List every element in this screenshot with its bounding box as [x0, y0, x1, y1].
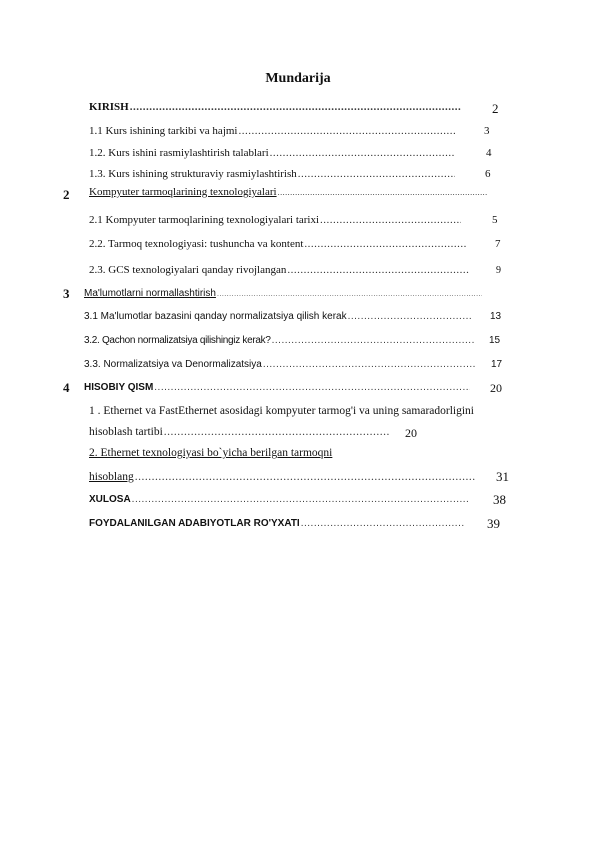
toc-page-number: 9 — [496, 265, 501, 276]
toc-entry-section-2[interactable] — [89, 186, 487, 198]
toc-entry-label: 3.2. Qachon normalizatsiya qilishingiz kerak? — [84, 335, 271, 346]
toc-entry-kirish[interactable] — [89, 101, 461, 113]
dot-leader — [164, 426, 389, 438]
toc-page-number: 38 — [493, 492, 506, 507]
toc-entry-1-3[interactable] — [89, 168, 455, 180]
toc-entry-3-3[interactable] — [84, 359, 476, 370]
toc-page-number: 20 — [490, 381, 502, 395]
toc-entry-label: 2.2. Tarmoq texnologiyasi: tushuncha va kontent — [89, 238, 304, 250]
toc-entry-label: Ma'lumotlarni normallashtirish — [84, 288, 216, 299]
toc-entry-label: 2.1 Kompyuter tarmoqlarining texnologiyalari tarixi — [89, 214, 320, 226]
toc-page-number: 3 — [484, 125, 490, 137]
toc-entry-label: FOYDALANILGAN ADABIYOTLAR RO'YXATI — [89, 518, 300, 529]
dot-leader — [154, 382, 470, 393]
toc-entry-section-4[interactable] — [84, 382, 470, 393]
toc-entry-label: 1.1 Kurs ishining tarkibi va hajmi — [89, 125, 238, 137]
dot-leader — [348, 311, 472, 322]
toc-page-number: 13 — [490, 311, 502, 322]
dot-leader — [132, 494, 469, 505]
toc-entry-label-line2: hisoblang — [89, 471, 134, 483]
toc-entry-2-1[interactable] — [89, 214, 461, 226]
toc-entry-3-1[interactable] — [84, 311, 472, 322]
toc-entry-label-line1: 2. Ethernet texnologiyasi bo`yicha berilgan tarmoqni — [89, 447, 333, 459]
dot-leader — [135, 471, 475, 483]
section-number: 2 — [63, 187, 70, 202]
toc-entry-xulosa[interactable] — [89, 494, 469, 505]
toc-entry-label: XULOSA — [89, 494, 131, 505]
toc-page-number: 31 — [496, 469, 509, 484]
dot-leader — [272, 335, 474, 346]
toc-entry-4-2-cont[interactable] — [89, 471, 475, 483]
dot-leader — [320, 214, 461, 226]
dot-leader — [270, 147, 455, 159]
toc-page-number: 17 — [491, 359, 503, 370]
toc-entry-3-2[interactable] — [84, 335, 474, 346]
section-number: 4 — [63, 380, 70, 395]
toc-entry-label-line1: 1 . Ethernet va FastEthernet asosidagi kompyuter tarmog'i va uning samaradorligini — [89, 405, 474, 417]
page-title: Mundarija — [265, 71, 331, 86]
toc-entry-4-1[interactable] — [89, 405, 529, 417]
toc-entry-label-line2: hisoblash tartibi — [89, 426, 163, 438]
toc-entry-1-2[interactable] — [89, 147, 455, 159]
section-number: 3 — [63, 286, 70, 301]
toc-entry-label: HISOBIY QISM — [84, 382, 154, 393]
dot-leader — [298, 168, 455, 180]
dot-leader — [263, 359, 476, 370]
toc-entry-label: 1.3. Kurs ishining strukturaviy rasmiylashtirish — [89, 168, 297, 180]
dot-leader — [217, 291, 482, 298]
toc-entry-label: 3.1 Ma'lumotlar bazasini qanday normalizatsiya qilish kerak — [84, 311, 347, 322]
toc-page-number: 7 — [495, 238, 501, 250]
toc-page-number: 39 — [487, 516, 500, 531]
toc-entry-label: 2.3. GCS texnologiyalari qanday rivojlangan — [89, 264, 287, 276]
toc-entry-adabiyotlar[interactable] — [89, 518, 465, 529]
toc-entry-label: Kompyuter tarmoqlarining texnologiyalari — [89, 186, 277, 198]
toc-page-number: 2 — [492, 101, 499, 116]
toc-page-number: 4 — [486, 147, 492, 159]
toc-entry-2-3[interactable] — [89, 264, 469, 276]
toc-page-number: 15 — [489, 335, 501, 346]
toc-entry-label: 1.2. Kurs ishini rasmiylashtirish talablari — [89, 147, 269, 159]
toc-entry-4-2[interactable] — [89, 447, 389, 459]
dot-leader — [287, 264, 469, 276]
dot-leader — [278, 188, 487, 197]
toc-page-number: 6 — [485, 168, 491, 180]
toc-entry-label: KIRISH — [89, 101, 129, 113]
toc-entry-2-2[interactable] — [89, 238, 467, 250]
dot-leader — [301, 518, 465, 529]
toc-page-number: 5 — [492, 214, 498, 226]
toc-entry-section-3[interactable] — [84, 288, 482, 299]
toc-entry-4-1-cont[interactable] — [89, 426, 389, 438]
toc-entry-1-1[interactable] — [89, 125, 455, 137]
dot-leader — [304, 238, 467, 250]
dot-leader — [238, 125, 455, 137]
toc-entry-label: 3.3. Normalizatsiya va Denormalizatsiya — [84, 359, 262, 370]
toc-page-number: 20 — [405, 426, 417, 440]
dot-leader — [130, 101, 461, 113]
